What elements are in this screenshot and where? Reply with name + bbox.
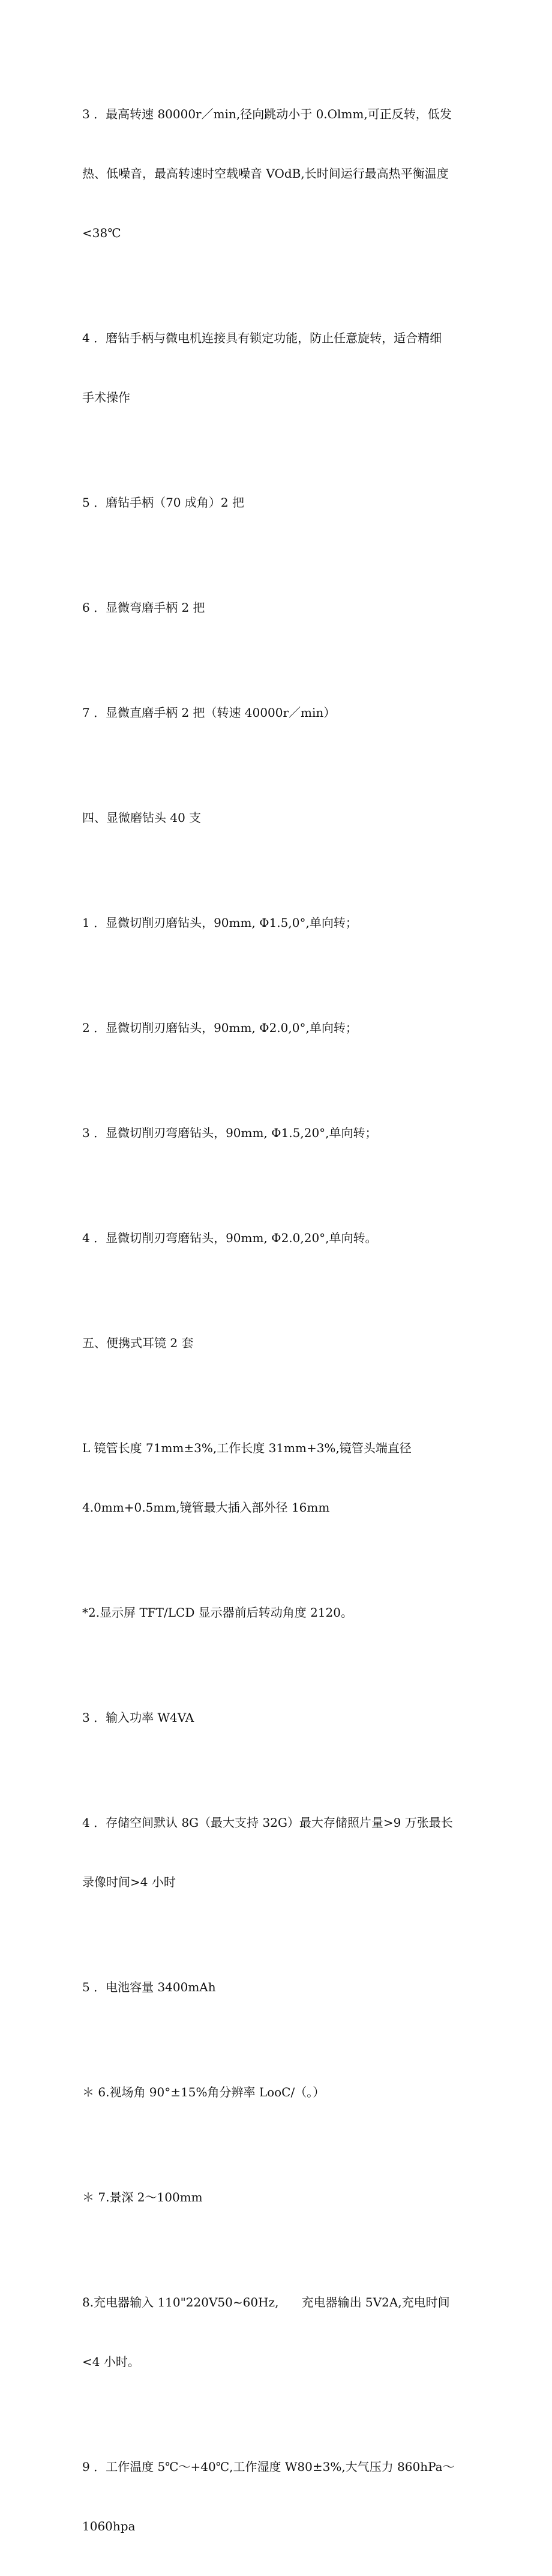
text-line: 4 ．存储空间默认 8G（最大支持 32G）最大存储照片量>9 万张最长 — [82, 1815, 453, 1830]
text-line: L 镜管长度 71mm±3%,工作长度 31mm+3%,镜管头端直径 — [82, 1441, 412, 1455]
para-battery — [82, 1938, 492, 2037]
text-line: 3 ．最高转速 80000r／min,径向跳动小于 0.Olmm,可正反转，低发 — [82, 107, 452, 121]
text-line: <4 小时。 — [82, 2354, 140, 2369]
text-line: *2.显示屏 TFT/LCD 显示器前后转动角度 2120。 — [82, 1605, 353, 1620]
para-environment — [82, 2418, 492, 2576]
para-curved-handle — [82, 558, 492, 657]
para-bit-4 — [82, 1189, 492, 1288]
text-line: 3 ．输入功率 W4VA — [82, 1710, 194, 1725]
text-line: 手术操作 — [82, 390, 130, 405]
section-heading-drill-bits — [82, 768, 492, 867]
text-line: 5 ．磨钻手柄（70 成角）2 把 — [82, 495, 244, 510]
para-bit-1 — [82, 873, 492, 973]
para-input-power — [82, 1668, 492, 1767]
para-bit-3 — [82, 1084, 492, 1183]
text-line: 2 ．显微切削刃磨钻头，90mm, Φ2.0,0°,单向转； — [82, 1021, 358, 1035]
para-spindle-speed — [82, 65, 492, 283]
text-line: 6 ．显微弯磨手柄 2 把 — [82, 600, 205, 615]
text-line: 1060hpa — [82, 2519, 136, 2533]
text-line: 7 ．显微直磨手柄 2 把（转速 40000r／min） — [82, 705, 336, 720]
para-scope-length — [82, 1399, 492, 1557]
text-line: ＊ 6.视场角 90°±15%角分辨率 LooC/（。） — [82, 2085, 325, 2099]
text-line: 8.充电器输入 110"220V50~60Hz, 充电器输出 5V2A,充电时间 — [82, 2295, 450, 2309]
text-line: 录像时间>4 小时 — [82, 1875, 176, 1889]
text-line: 四、显微磨钻头 40 支 — [82, 810, 202, 825]
text-line: 五、便携式耳镜 2 套 — [82, 1336, 194, 1350]
text-line: 热、低噪音，最高转速时空载噪音 VOdB,长时间运行最高热平衡温度 — [82, 166, 449, 181]
para-bit-2 — [82, 979, 492, 1078]
section-heading-otoscope — [82, 1294, 492, 1393]
para-lock-function — [82, 289, 492, 447]
para-display — [82, 1563, 492, 1662]
para-field-of-view — [82, 2043, 492, 2142]
para-straight-handle — [82, 663, 492, 762]
text-line: 9 ．工作温度 5℃～+40℃,工作湿度 W80±3%,大气压力 860hPa～ — [82, 2460, 455, 2474]
text-line: 4.0mm+0.5mm,镜管最大插入部外径 16mm — [82, 1500, 330, 1515]
para-depth-of-field — [82, 2148, 492, 2247]
text-line: 4 ．显微切削刃弯磨钻头，90mm, Φ2.0,20°,单向转。 — [82, 1231, 377, 1245]
para-drill-handle — [82, 453, 492, 552]
text-line: ＊ 7.景深 2～100mm — [82, 2190, 203, 2204]
text-line: <38℃ — [82, 226, 121, 240]
para-charger — [82, 2253, 492, 2412]
text-line: 4 ．磨钻手柄与微电机连接具有锁定功能，防止任意旋转，适合精细 — [82, 331, 442, 345]
text-line: 1 ．显微切削刃磨钻头，90mm, Φ1.5,0°,单向转； — [82, 915, 358, 930]
text-line: 5 ．电池容量 3400mAh — [82, 1980, 216, 1994]
para-storage — [82, 1773, 492, 1932]
text-line: 3 ．显微切削刃弯磨钻头，90mm, Φ1.5,20°,单向转； — [82, 1126, 377, 1140]
